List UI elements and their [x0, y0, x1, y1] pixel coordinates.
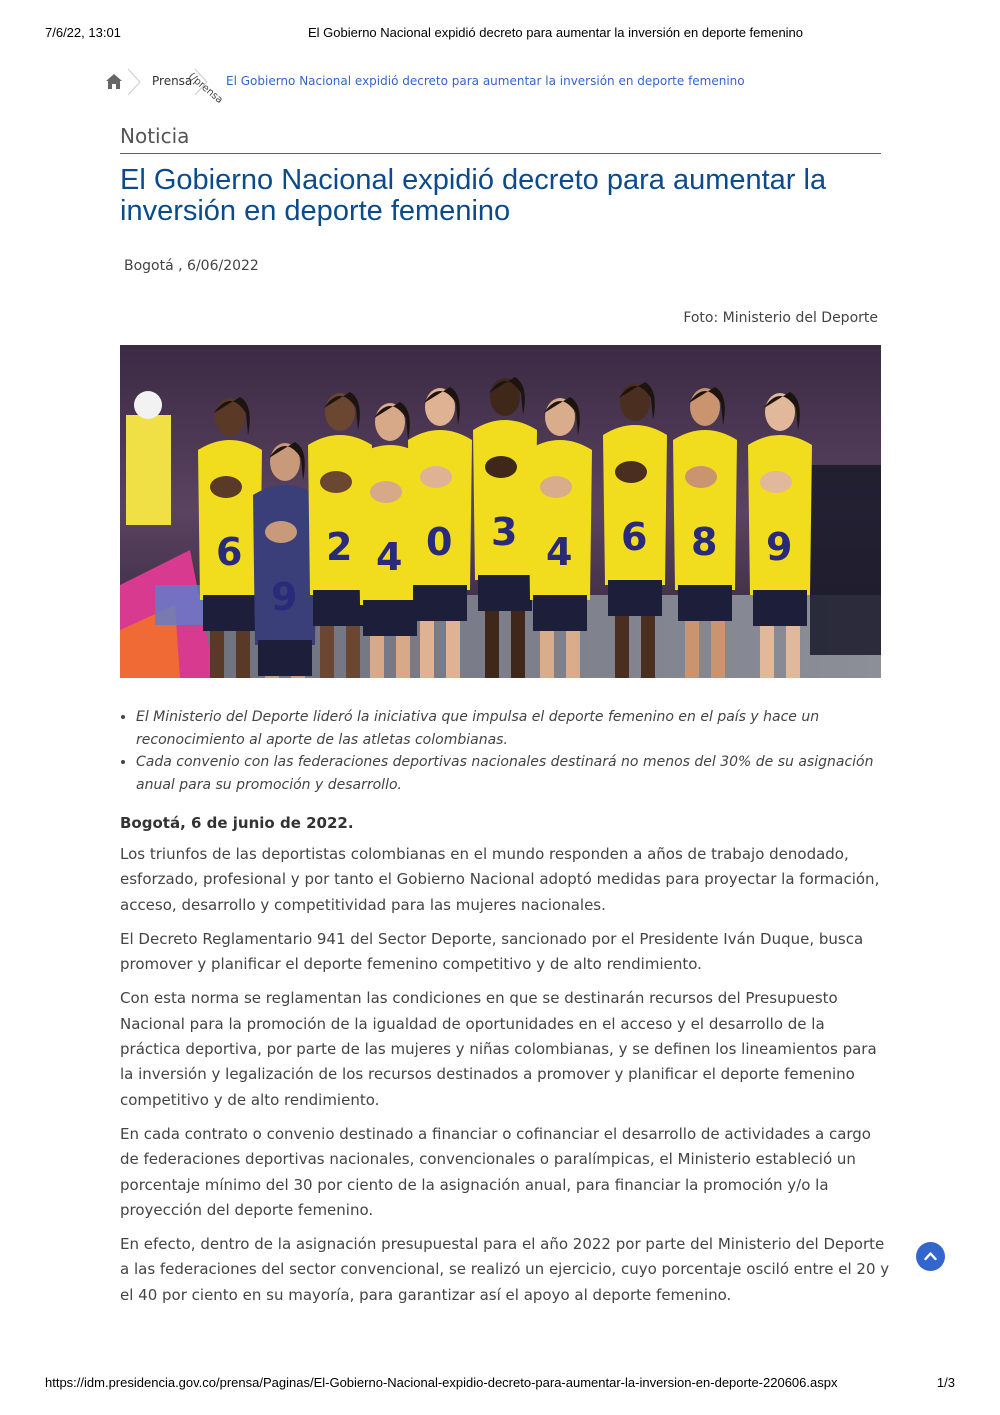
chevron-right-icon: [194, 68, 208, 96]
jersey-number: 0: [426, 520, 453, 564]
jersey: [528, 440, 592, 600]
jersey: [673, 430, 737, 590]
print-page-number: 1/3: [936, 1375, 955, 1390]
jersey-number: 2: [326, 525, 353, 569]
print-title: El Gobierno Nacional expidió decreto para aumentar la inversión en deporte femenino: [308, 25, 804, 40]
section-label: Noticia: [120, 124, 881, 154]
shorts: [478, 575, 532, 611]
shorts: [258, 640, 312, 676]
chevron-up-icon: [924, 1251, 937, 1261]
jersey: [473, 420, 537, 580]
breadcrumb-item-prensa[interactable]: Prensa: [152, 74, 193, 88]
shorts: [533, 595, 587, 631]
highlight-item: • Cada convenio con las federaciones deportivas nacionales destinará no menos del 30% de su asignación anual para su promoción y desarrollo.: [136, 751, 876, 796]
jersey: [603, 425, 667, 585]
shorts: [413, 585, 467, 621]
breadcrumb-link-overlay: (/prensa: [185, 71, 225, 107]
article-lead: Bogotá, 6 de junio de 2022.: [120, 814, 354, 832]
photo-credit: Foto: Ministerio del Deporte: [683, 310, 878, 326]
print-date: 7/6/22, 13:01: [45, 25, 121, 40]
jersey-number: 8: [691, 520, 718, 564]
article-paragraph: Los triunfos de las deportistas colombianas en el mundo responden a años de trabajo denodado, esforzado, profesional y por tanto el Gobierno Nacional adoptó medidas para proyectar la formación, acceso, desarrollo y competitividad para las mujeres nacionales.: [120, 845, 880, 914]
jersey-number: 9: [766, 525, 793, 569]
article-paragraph: En efecto, dentro de la asignación presupuestal para el año 2022 por parte del Ministerio del Deporte a las federaciones del sector convencional, se realizó un ejercicio, cuyo porcentaje osciló entre el 20 y el 40 por ciento en su mayoría, para garantizar así el apoyo al deporte femenino.: [120, 1235, 890, 1304]
chevron-right-icon: [127, 68, 141, 96]
shorts: [753, 590, 807, 626]
article-paragraph: Con esta norma se reglamentan las condiciones en que se destinarán recursos del Presupuesto Nacional para la promoción de la igualdad de oportunidades en el acceso y el desarrollo de la práctica deportiva, por parte de las mujeres y niñas colombianas, y se definen los lineamientos para la inversión y legalización de los recursos destinados a promover y planificar el deporte femenino competitivo y de alto rendimiento.: [120, 989, 877, 1109]
print-url: https://idm.presidencia.gov.co/prensa/Paginas/El-Gobierno-Nacional-expidio-decreto-para-aumentar-la-inversion-en-deporte-220606.aspx: [45, 1375, 838, 1390]
print-header: [0, 25, 1000, 41]
jersey-number: 6: [216, 530, 243, 574]
article-body: [120, 812, 890, 1317]
jersey-number: 9: [271, 575, 298, 619]
print-footer: [0, 1375, 1000, 1391]
home-icon[interactable]: [105, 73, 123, 90]
shorts: [678, 585, 732, 621]
breadcrumb: [105, 68, 885, 107]
article-photo: [120, 345, 881, 678]
jersey-number: 6: [621, 515, 648, 559]
highlight-item: • El Ministerio del Deporte lideró la iniciativa que impulsa el deporte femenino en el país y hace un reconocimiento al aporte de las atletas colombianas.: [136, 706, 876, 751]
article-title: El Gobierno Nacional expidió decreto para aumentar la inversión en deporte femenino: [120, 164, 827, 227]
jersey-number: 4: [546, 530, 573, 574]
jersey: [253, 485, 317, 645]
jersey: [198, 440, 262, 600]
jersey: [408, 430, 472, 590]
breadcrumb-item-current[interactable]: El Gobierno Nacional expidió decreto para aumentar la inversión en deporte femenino: [226, 74, 745, 88]
article-highlights: [120, 706, 876, 796]
shorts: [203, 595, 257, 631]
shorts: [363, 600, 417, 636]
jersey: [748, 435, 812, 595]
article-dateline: Bogotá , 6/06/2022: [124, 258, 259, 274]
scroll-to-top-button[interactable]: [916, 1242, 945, 1271]
jersey-number: 3: [491, 510, 518, 554]
shorts: [608, 580, 662, 616]
article-paragraph: En cada contrato o convenio destinado a financiar o cofinanciar el desarrollo de actividades a cargo de federaciones deportivas nacionales, convencionales o paralímpicas, el Ministerio estableció un porcentaje mínimo del 30 por ciento de la asignación anual, para financiar la promoción y/o la proyección del deporte femenino.: [120, 1124, 871, 1219]
jersey-number: 4: [376, 535, 403, 579]
article-paragraph: El Decreto Reglamentario 941 del Sector Deporte, sancionado por el Presidente Iván Duque, busca promover y planificar el deporte femenino competitivo y de alto rendimiento.: [120, 929, 864, 974]
shorts: [313, 590, 367, 626]
